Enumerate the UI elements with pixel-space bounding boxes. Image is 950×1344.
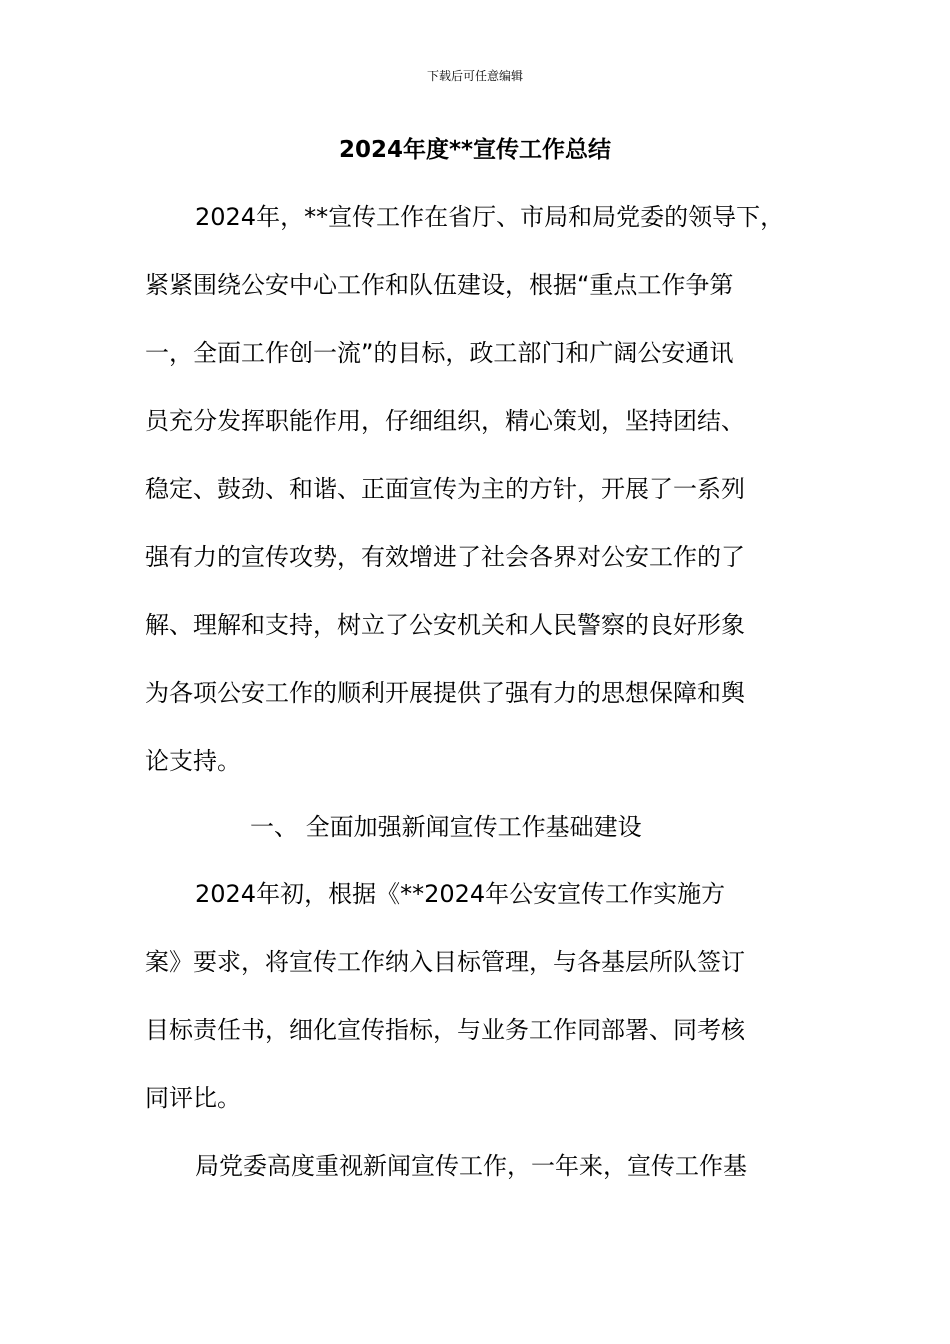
- paragraph-line: 论支持。: [145, 747, 241, 775]
- document-title: 2024年度**宣传工作总结: [338, 137, 612, 163]
- header-note: 下载后可任意编辑: [426, 69, 523, 83]
- paragraph-line: 解、理解和支持，树立了公安机关和人民警察的良好形象: [145, 611, 745, 639]
- paragraph-line: 局党委高度重视新闻宣传工作，一年来，宣传工作基: [195, 1152, 747, 1180]
- paragraph-line: 目标责任书，细化宣传指标，与业务工作同部署、同考核: [145, 1016, 745, 1044]
- paragraph-line: 2024年，**宣传工作在省厅、市局和局党委的领导下，: [195, 203, 785, 231]
- paragraph-line: 员充分发挥职能作用，仔细组织，精心策划，坚持团结、: [145, 407, 745, 435]
- paragraph-line: 2024年初，根据《**2024年公安宣传工作实施方: [195, 880, 726, 908]
- paragraph-line: 稳定、鼓劲、和谐、正面宣传为主的方针，开展了一系列: [145, 475, 745, 503]
- paragraph-line: 紧紧围绕公安中心工作和队伍建设，根据“重点工作争第: [145, 271, 734, 299]
- paragraph-line: 为各项公安工作的顺利开展提供了强有力的思想保障和舆: [145, 679, 745, 707]
- paragraph-line: 同评比。: [145, 1084, 241, 1112]
- section-heading: 一、 全面加强新闻宣传工作基础建设: [250, 813, 642, 841]
- paragraph-line: 强有力的宣传攻势，有效增进了社会各界对公安工作的了: [145, 543, 745, 571]
- paragraph-line: 一，全面工作创一流”的目标，政工部门和广阔公安通讯: [145, 339, 734, 367]
- paragraph-line: 案》要求，将宣传工作纳入目标管理，与各基层所队签订: [145, 948, 745, 976]
